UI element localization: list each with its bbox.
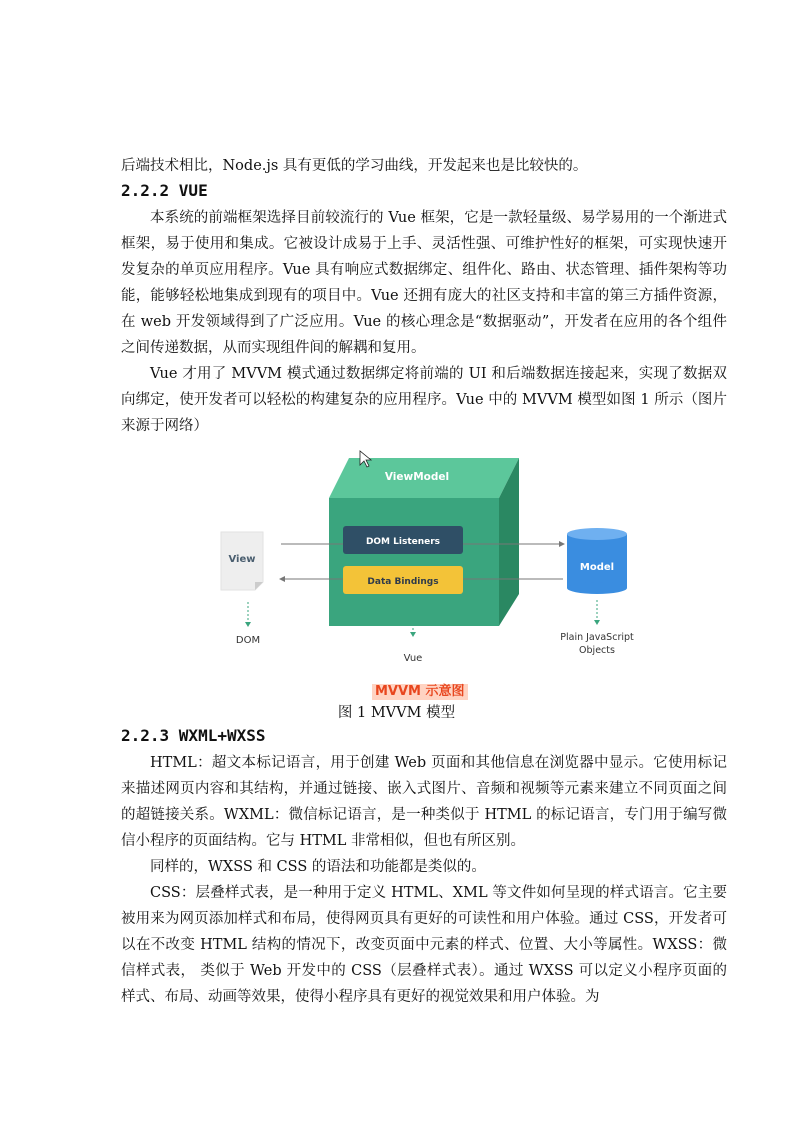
mvvm-diagram — [205, 446, 645, 686]
vue-section-body — [121, 205, 727, 439]
model-cylinder-top — [567, 528, 627, 540]
arrow-head-left — [279, 576, 285, 582]
intro-text — [121, 153, 727, 179]
section-heading-vue: 2.2.2 VUE — [121, 181, 208, 200]
wxml-wxss-section-body — [121, 750, 727, 1010]
wx-paragraph: HTML：超文本标记语言，用于创建 Web 页面和其他信息在浏览器中显示。它使用标记来描述网页内容和其结构，并通过链接、嵌入式图片、音频和视频等元素来建立不同页面之间的超链接关系。WXML：微信标记语言，是一种类似于 HTML 的标记语言，专门用于编写微信小程序的页面结构。它与 HTML 非常相似，但也有所区别。 — [121, 755, 727, 849]
image-embedded-caption: MVVM 示意图 — [372, 684, 468, 700]
section-heading-wxml-wxss: 2.2.3 WXML+WXSS — [121, 726, 266, 745]
data-bindings-label: Data Bindings — [367, 577, 439, 587]
intro-line: 后端技术相比，Node.js 具有更低的学习曲线，开发起来也是比较快的。 — [121, 158, 588, 174]
figure-caption: 图 1 MVVM 模型 — [337, 705, 456, 721]
model-cylinder-body — [567, 534, 627, 588]
dom-listeners-label: DOM Listeners — [365, 537, 441, 547]
cube-front-face — [329, 498, 499, 626]
plain-js-label-line1: Plain JavaScript — [560, 632, 634, 643]
viewmodel-label: ViewModel — [384, 471, 450, 483]
vue-label: Vue — [403, 653, 423, 664]
model-cylinder-bottom — [567, 582, 627, 594]
view-page-fold — [255, 582, 263, 590]
model-arrow-head — [594, 620, 600, 625]
wx-paragraph: CSS：层叠样式表，是一种用于定义 HTML、XML 等文件如何呈现的样式语言。它主要被用来为网页添加样式和布局，使得网页具有更好的可读性和用户体验。通过 CSS，开发者可以在不改变 HTML 结构的情况下，改变页面中元素的样式、位置、大小等属性。WXSS：微信样式表， 类似于 Web 开发中的 CSS（层叠样式表）。通过 WXSS 可以定义小程序页面的样式、布局、动画等效果，使得小程序具有更好的视觉效果和用户体验。为 — [121, 885, 727, 1005]
wx-paragraph: 同样的，WXSS 和 CSS 的语法和功能都是类似的。 — [150, 859, 486, 875]
arrow-head-right — [559, 541, 565, 547]
model-label: Model — [579, 562, 615, 573]
dom-label: DOM — [235, 635, 261, 646]
view-label: View — [228, 554, 256, 565]
vue-paragraph: Vue 才用了 MVVM 模式通过数据绑定将前端的 UI 和后端数据连接起来，实现了数据双向绑定，使开发者可以轻松的构建复杂的应用程序。Vue 中的 MVVM 模型如图 1 所示（图片来源于网络） — [121, 366, 727, 434]
dom-arrow-head — [245, 622, 251, 627]
vue-arrow-head — [410, 632, 416, 637]
vue-paragraph: 本系统的前端框架选择目前较流行的 Vue 框架，它是一款轻量级、易学易用的一个渐进式框架，易于使用和集成。它被设计成易于上手、灵活性强、可维护性好的框架，可实现快速开发复杂的单页应用程序。Vue 具有响应式数据绑定、组件化、路由、状态管理、插件架构等功能，能够轻松地集成到现有的项目中。Vue 还拥有庞大的社区支持和丰富的第三方插件资源，在 web 开发领域得到了广泛应用。Vue 的核心理念是“数据驱动”，开发者在应用的各个组件之间传递数据，从而实现组件间的解耦和复用。 — [121, 210, 727, 356]
plain-js-label-line2: Objects — [579, 645, 615, 656]
